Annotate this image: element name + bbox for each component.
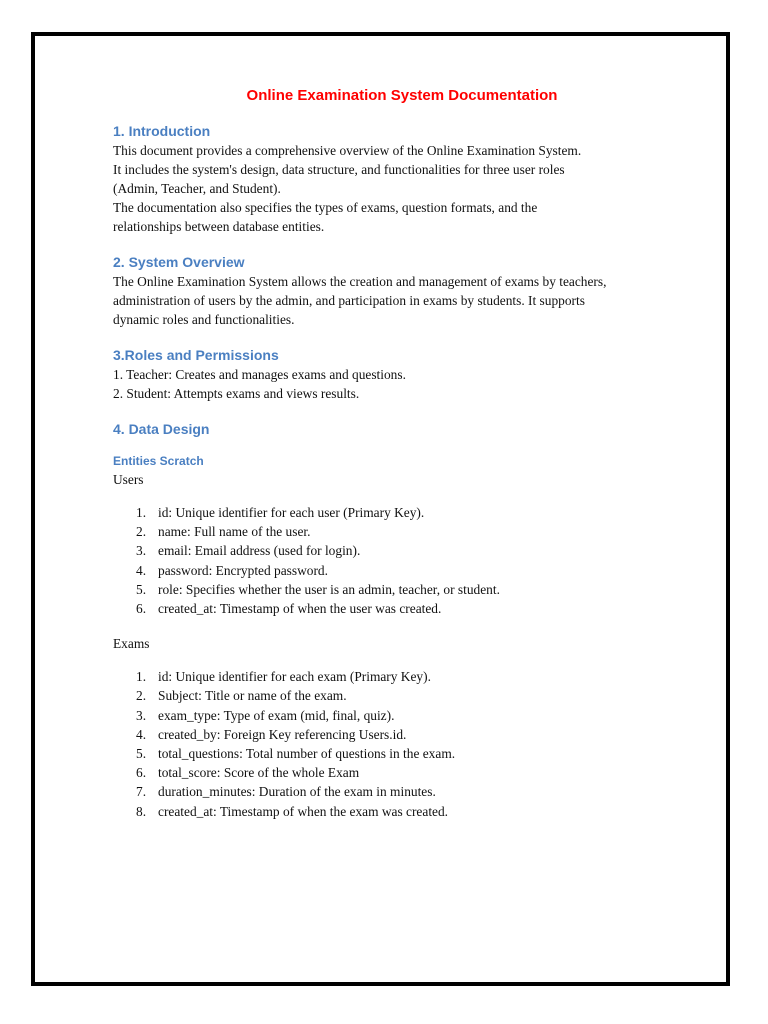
list-item: 2. Subject: Title or name of the exam. bbox=[136, 688, 347, 704]
list-item: 5. total_questions: Total number of questions in the exam. bbox=[136, 746, 456, 762]
system-overview-heading: 2. System Overview bbox=[113, 254, 245, 270]
list-item: 7. duration_minutes: Duration of the exam in minutes. bbox=[136, 784, 436, 800]
entities-subheading: Entities Scratch bbox=[113, 454, 204, 468]
exams-field-list bbox=[113, 667, 673, 821]
list-item: 6. created_at: Timestamp of when the user was created. bbox=[136, 601, 442, 617]
data-design-heading: 4. Data Design bbox=[113, 421, 210, 437]
list-item: 2. name: Full name of the user. bbox=[136, 524, 311, 540]
introduction-line: The documentation also specifies the types of exams, question formats, and the bbox=[113, 200, 538, 215]
introduction-line: (Admin, Teacher, and Student). bbox=[113, 181, 281, 196]
list-item: 4. password: Encrypted password. bbox=[136, 562, 328, 578]
introduction-line: It includes the system's design, data structure, and functionalities for three user roles bbox=[113, 162, 565, 177]
list-item: 1. id: Unique identifier for each user (Primary Key). bbox=[136, 505, 425, 520]
users-field-list bbox=[113, 503, 673, 618]
list-item: 6. total_score: Score of the whole Exam bbox=[136, 765, 360, 781]
list-item: 3. exam_type: Type of exam (mid, final, quiz). bbox=[136, 707, 395, 723]
document-title: Online Examination System Documentation bbox=[246, 87, 558, 104]
role-item: 2. Student: Attempts exams and views results. bbox=[113, 386, 360, 401]
exams-label: Exams bbox=[113, 636, 150, 652]
introduction-paragraph bbox=[113, 141, 673, 236]
list-item: 4. created_by: Foreign Key referencing Users.id. bbox=[136, 726, 407, 742]
list-item: 8. created_at: Timestamp of when the exam was created. bbox=[136, 803, 449, 819]
list-item: 5. role: Specifies whether the user is an admin, teacher, or student. bbox=[136, 581, 500, 597]
list-item: 3. email: Email address (used for login). bbox=[136, 543, 361, 559]
system-overview-line: administration of users by the admin, and participation in exams by students. It supports bbox=[113, 293, 585, 308]
introduction-heading: 1. Introduction bbox=[113, 123, 211, 139]
roles-heading: 3.Roles and Permissions bbox=[113, 347, 279, 363]
document-body bbox=[113, 85, 673, 821]
system-overview-paragraph bbox=[113, 272, 673, 329]
system-overview-line: The Online Examination System allows the creation and management of exams by teachers, bbox=[113, 274, 607, 289]
introduction-line: relationships between database entities. bbox=[113, 219, 325, 234]
users-label: Users bbox=[113, 472, 144, 487]
list-item: 1. id: Unique identifier for each exam (Primary Key). bbox=[136, 669, 431, 685]
roles-list bbox=[113, 365, 673, 403]
introduction-line: This document provides a comprehensive overview of the Online Examination System. bbox=[113, 143, 582, 158]
role-item: 1. Teacher: Creates and manages exams and questions. bbox=[113, 367, 406, 382]
system-overview-line: dynamic roles and functionalities. bbox=[113, 312, 295, 327]
